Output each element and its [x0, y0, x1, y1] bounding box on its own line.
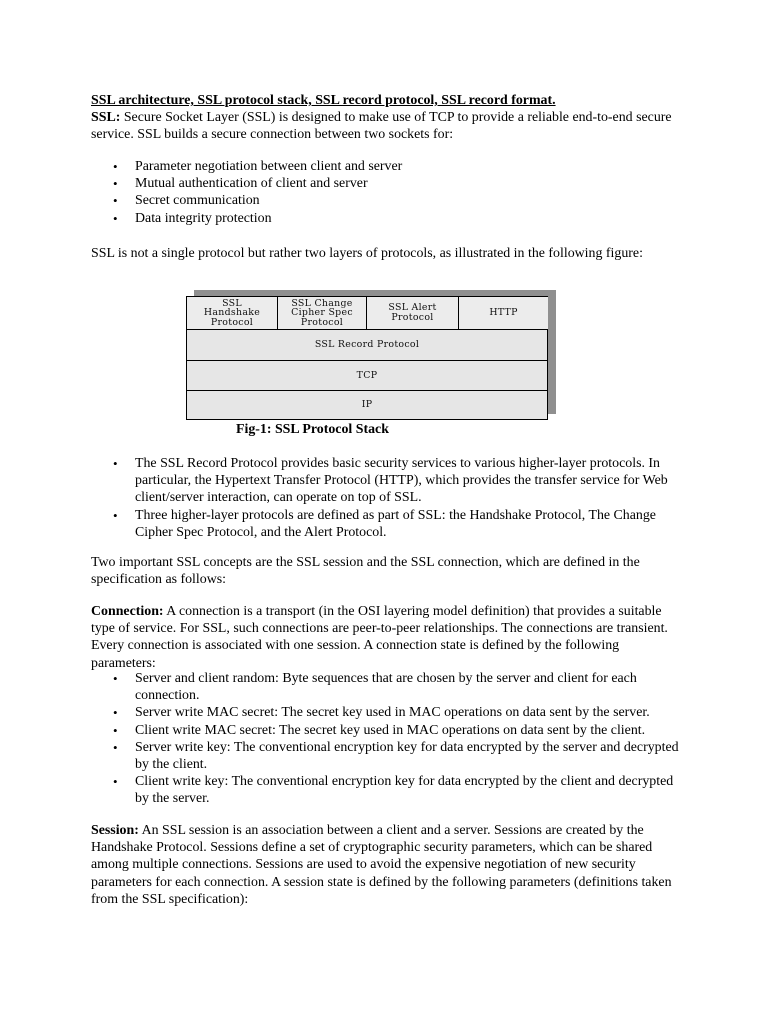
features-list — [91, 158, 681, 227]
http-label: HTTP — [489, 307, 518, 319]
record-points-list — [91, 455, 681, 541]
connection-params-list — [91, 670, 681, 808]
list-item: • Three higher-layer protocols are defined as part of SSL: the Handshake Protocol, The Change Cipher Spec Protocol, and the Alert Protocol. — [91, 507, 681, 541]
handshake-label: SSL Handshake Protocol — [203, 297, 261, 328]
alert-label: SSL Alert Protocol — [388, 302, 437, 323]
connection-paragraph — [91, 603, 681, 672]
ip-label: IP — [361, 399, 373, 411]
list-item: • Client write MAC secret: The secret key used in MAC operations on data sent by the client. — [91, 722, 681, 739]
list-item: • Data integrity protection — [91, 210, 681, 227]
handshake-cell — [187, 297, 278, 329]
list-item: • Server and client random: Byte sequences that are chosen by the server and client for each connection. — [91, 670, 681, 704]
list-item: • Server write MAC secret: The secret key used in MAC operations on data sent by the server. — [91, 704, 681, 721]
tcp-label: TCP — [356, 369, 378, 381]
change-cipher-cell — [278, 297, 367, 329]
tcp-row — [187, 360, 547, 390]
layers-paragraph: SSL is not a single protocol but rather two layers of protocols, as illustrated in the following figure: — [91, 246, 643, 261]
list-item: • Client write key: The conventional encryption key for data encrypted by the client and decrypted by the server. — [91, 773, 681, 807]
session-paragraph — [91, 822, 681, 908]
record-protocol-label: SSL Record Protocol — [314, 339, 420, 351]
protocol-stack-diagram — [186, 296, 558, 420]
diagram-box — [186, 296, 548, 420]
record-protocol-row — [187, 329, 547, 360]
list-item: • Parameter negotiation between client and server — [91, 158, 681, 175]
list-item: • Mutual authentication of client and server — [91, 175, 681, 192]
change-cipher-label: SSL Change Cipher Spec Protocol — [291, 297, 353, 328]
connection-text: A connection is a transport (in the OSI layering model definition) that provides a suitable type of service. For SSL, such connections are peer-to-peer relationships. The connections are transient. Every connection is associated with one session. A connection state is defined by the following parameters: — [91, 604, 668, 671]
intro-label: SSL: — [91, 110, 121, 126]
title-section — [91, 92, 681, 144]
list-item: • Secret communication — [91, 192, 681, 209]
intro-paragraph — [91, 109, 681, 143]
http-cell — [459, 297, 548, 329]
concepts-paragraph: Two important SSL concepts are the SSL session and the SSL connection, which are defined in the specification as follows: — [91, 555, 640, 588]
intro-text: Secure Socket Layer (SSL) is designed to make use of TCP to provide a reliable end-to-end secure service. SSL builds a secure connection between two sockets for: — [91, 110, 672, 143]
connection-label: Connection: — [91, 604, 164, 619]
figure-caption: Fig-1: SSL Protocol Stack — [236, 422, 389, 437]
session-label: Session: — [91, 823, 139, 838]
list-item: • The SSL Record Protocol provides basic security services to various higher-layer protocols. In particular, the Hypertext Transfer Protocol (HTTP), which provides the transfer service for Web client/server interaction, can operate on top of SSL. — [91, 455, 681, 507]
ip-row — [187, 390, 547, 419]
session-text: An SSL session is an association between a client and a server. Sessions are created by the Handshake Protocol. Sessions define a set of cryptographic security parameters, which can be shared among multiple connections. Sessions are used to avoid the expensive negotiation of new security parameters for each connection. A session state is defined by the following parameters (definitions taken from the SSL specification): — [91, 823, 672, 907]
page-title: SSL architecture, SSL protocol stack, SSL record protocol, SSL record format. — [91, 93, 556, 108]
alert-cell — [367, 297, 459, 329]
list-item: • Server write key: The conventional encryption key for data encrypted by the server and decrypted by the client. — [91, 739, 681, 773]
